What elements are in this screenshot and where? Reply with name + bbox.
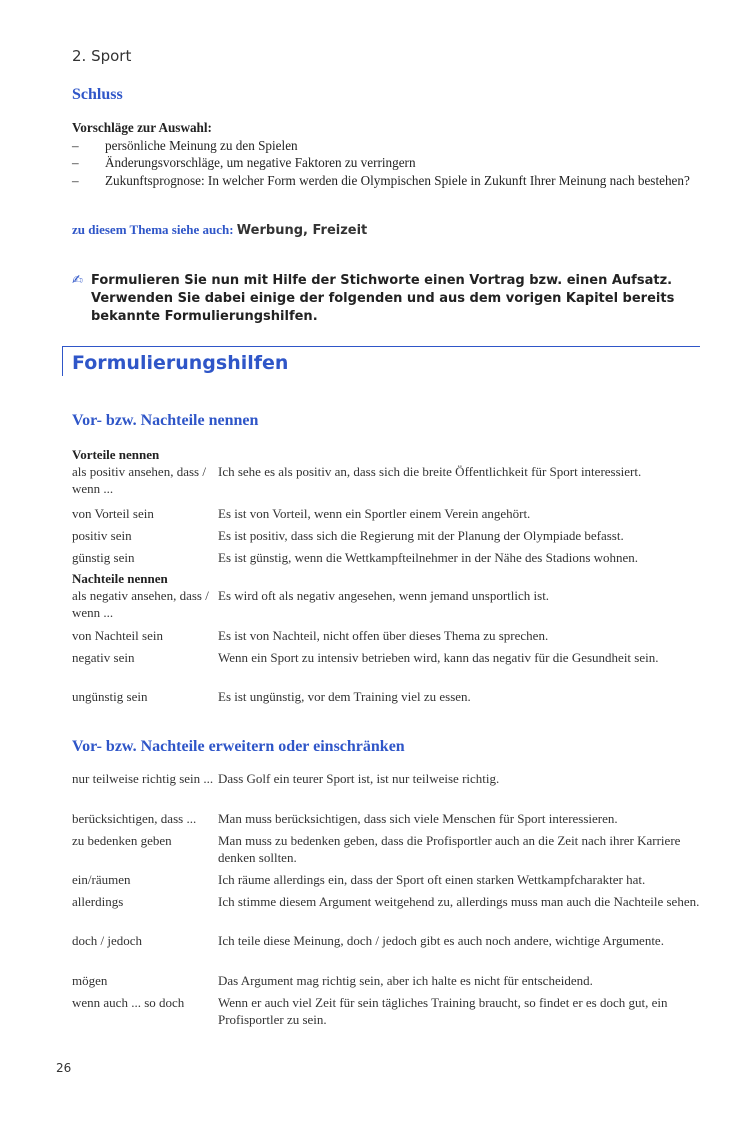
table-row [72,832,702,871]
see-also-label: zu diesem Thema siehe auch: [72,222,234,237]
list-item-text: persönliche Meinung zu den Spielen [105,137,298,153]
table-row [72,505,702,527]
term-cell: ein/räumen [72,872,131,887]
see-also-topics: Werbung, Freizeit [236,223,368,238]
term-cell: zu bedenken geben [72,833,172,848]
vorschlaege-list [72,119,702,189]
section2-table [72,770,702,1034]
table-row [72,994,702,1034]
example-cell: Es ist positiv, dass sich die Regierung mit der Planung der Olympiade befasst. [218,528,624,543]
vorschlaege-heading: Vorschläge zur Auswahl: [72,120,212,135]
section2-heading: Vor- bzw. Nachteile erweitern oder einschränken [72,738,405,755]
example-cell: Ich stimme diesem Argument weitgehend zu, allerdings muss man auch die Nachteile sehen. [218,894,700,909]
section1-table [72,446,702,708]
example-cell: Es wird oft als negativ angesehen, wenn jemand unsportlich ist. [218,588,550,603]
example-cell: Es ist günstig, wenn die Wettkampfteilnehmer in der Nähe des Stadions wohnen. [218,550,639,565]
table-row [72,527,702,549]
term-cell: nur teilweise richtig sein ... [72,771,214,786]
example-cell: Das Argument mag richtig sein, aber ich halte es nicht für entscheidend. [218,973,593,988]
term-cell: ungünstig sein [72,689,148,704]
schluss-heading: Schluss [72,86,123,103]
dash-bullet: – [72,155,79,170]
table-row [72,810,702,832]
table-row [72,627,702,649]
example-cell: Ich teile diese Meinung, doch / jedoch gibt es auch noch andere, wichtige Argumente. [218,933,664,948]
table-row [72,649,702,688]
example-cell: Man muss zu bedenken geben, dass die Profisportler auch an die Zeit nach ihrer Karriere denken sollten. [218,833,681,865]
writing-hand-icon: ✍ [72,273,83,288]
see-also [72,222,367,238]
task-instruction [72,272,702,326]
term-cell: doch / jedoch [72,933,143,948]
term-cell: positiv sein [72,528,132,543]
example-cell: Wenn er auch viel Zeit für sein tägliches Training braucht, so findet er es doch gut, ein Profisportler zu sein. [218,995,668,1027]
term-cell: berücksichtigen, dass ... [72,811,197,826]
example-cell: Wenn ein Sport zu intensiv betrieben wird, kann das negativ für die Gesundheit sein. [218,650,659,665]
formulierungshilfen-title: Formulierungshilfen [72,352,289,374]
term-cell: von Nachteil sein [72,628,163,643]
dash-bullet: – [72,137,79,153]
list-item-text: Zukunftsprognose: In welcher Form werden die Olympischen Spiele in Zukunft Ihrer Meinung nach bestehen? [105,172,690,188]
section1-heading: Vor- bzw. Nachteile nennen [72,412,259,429]
term-cell: wenn auch ... so doch [72,995,185,1010]
table-row [72,871,702,893]
example-cell: Es ist von Nachteil, nicht offen über dieses Thema zu sprechen. [218,628,549,643]
section-rule [62,346,700,347]
table-row [72,932,702,972]
dash-bullet: – [72,172,79,188]
list-item [72,137,702,155]
list-item-text: Änderungsvorschläge, um negative Faktoren zu verringern [105,155,416,170]
table-row [72,587,702,627]
example-cell: Man muss berücksichtigen, dass sich viele Menschen für Sport interessieren. [218,811,618,826]
term-cell: von Vorteil sein [72,506,154,521]
table-row [72,688,702,708]
list-item [72,172,702,190]
example-cell: Es ist ungünstig, vor dem Training viel zu essen. [218,689,471,704]
task-text: Formulieren Sie nun mit Hilfe der Stichworte einen Vortrag bzw. einen Aufsatz. Verwenden Sie dabei einige der folgenden und aus dem vorigen Kapitel bereits bekannte Formulierungshilfen. [91,273,675,324]
table-row [72,463,702,505]
vorteile-subheading: Vorteile nennen [72,447,160,462]
term-cell: als positiv ansehen, dass / wenn ... [72,464,206,496]
example-cell: Dass Golf ein teurer Sport ist, ist nur teilweise richtig. [218,771,500,786]
chapter-heading: 2. Sport [72,47,132,65]
term-cell: mögen [72,973,108,988]
example-cell: Ich sehe es als positiv an, dass sich die breite Öffentlichkeit für Sport interessiert. [218,464,642,479]
table-row [72,972,702,994]
table-row [72,770,702,810]
example-cell: Ich räume allerdings ein, dass der Sport oft einen starken Wettkampfcharakter hat. [218,872,646,887]
term-cell: allerdings [72,894,124,909]
term-cell: als negativ ansehen, dass / wenn ... [72,588,209,620]
table-row [72,549,702,570]
section-rule-vertical [62,346,63,376]
term-cell: negativ sein [72,650,135,665]
page-number: 26 [56,1061,72,1075]
table-row [72,893,702,932]
nachteile-subheading: Nachteile nennen [72,571,168,586]
list-item [72,154,702,172]
example-cell: Es ist von Vorteil, wenn ein Sportler einem Verein angehört. [218,506,531,521]
term-cell: günstig sein [72,550,135,565]
